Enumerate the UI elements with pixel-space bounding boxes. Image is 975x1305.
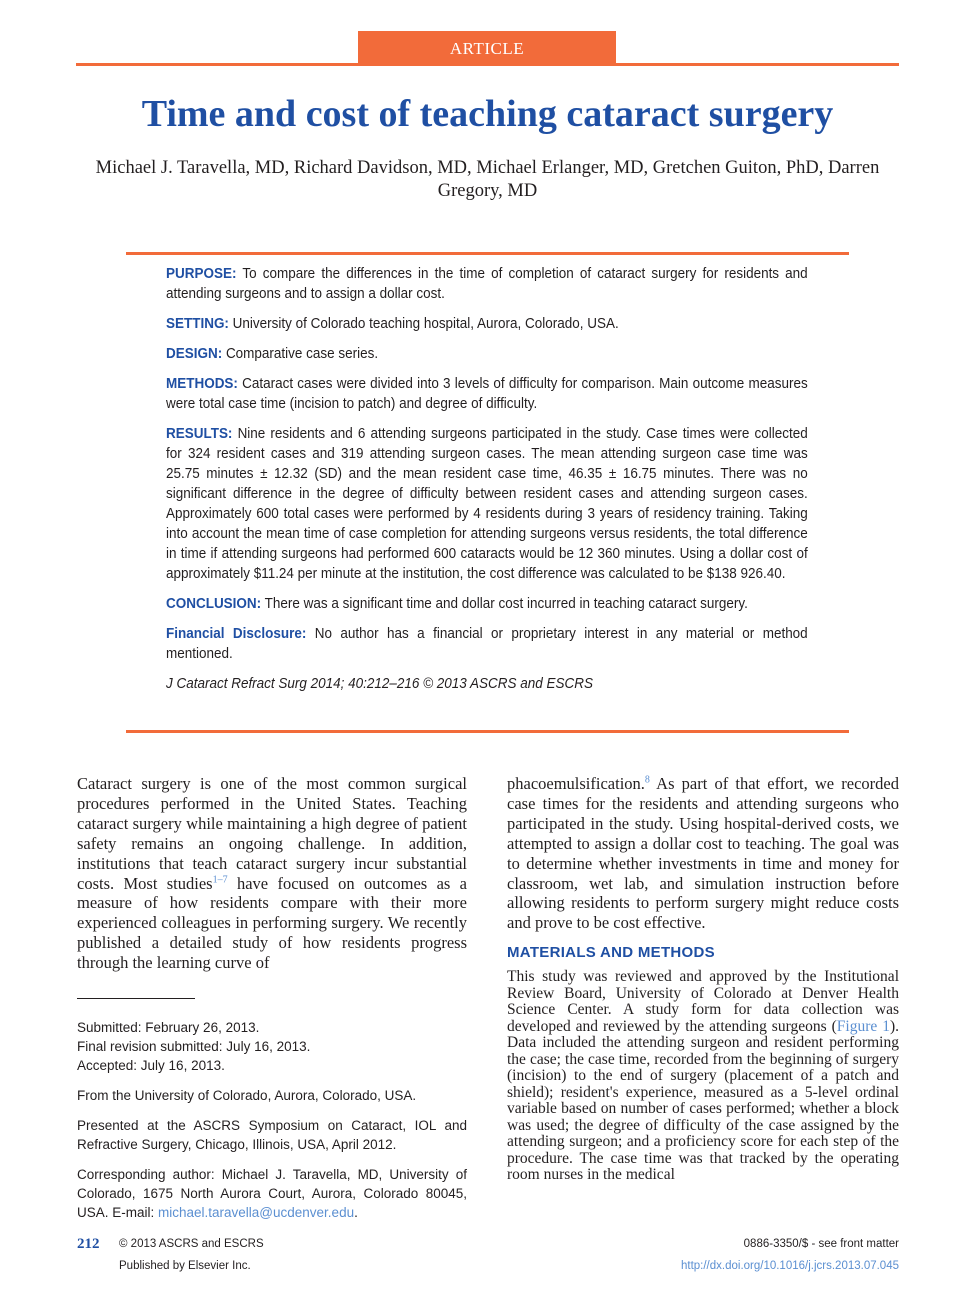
intro-paragraph: Cataract surgery is one of the most common surgical procedures performed in the United States. Teaching cataract surgery while maintaining a high degree of patient safety remains an ongoing challenge. In addition, institutions that teach cataract surgery incur substantial costs. Most studies$^{1-7}$ have focused on outcomes as a measure of how residents compare with their more experienced colleagues in performing surgery. We recently published a detailed study of how residents progress through the learning curve of xyxy=(77,774,468,973)
body-column-right xyxy=(507,774,899,1184)
abstract-top-rule xyxy=(126,252,849,255)
figure-link[interactable]: Figure 1 xyxy=(836,1017,890,1035)
page-number: 212 xyxy=(77,1236,100,1252)
author-list: Michael J. Taravella, MD, Richard Davidson, MD, Michael Erlanger, MD, Gretchen Guiton, PhD, Darren Gregory, MD xyxy=(95,158,880,201)
dates-group xyxy=(77,1018,467,1075)
abstract-citation: J Cataract Refract Surg 2014; 40:212–216 © 2013 ASCRS and ESCRS xyxy=(166,676,593,692)
presentation-note: Presented at the ASCRS Symposium on Cataract, IOL and Refractive Surgery, Chicago, Illinois, USA, April 2012. xyxy=(77,1118,467,1152)
header-rule xyxy=(76,63,899,66)
accepted-date: Accepted: July 16, 2013. xyxy=(77,1058,225,1073)
footnotes xyxy=(77,1018,467,1233)
abstract-setting: SETTING: University of Colorado teaching hospital, Aurora, Colorado, USA. xyxy=(166,316,619,332)
abstract-methods: METHODS: Cataract cases were divided into 3 levels of difficulty for comparison. Main outcome measures were total case time (incision to patch) and degree of difficulty. xyxy=(166,376,808,412)
abstract xyxy=(166,264,808,704)
abstract-design: DESIGN: Comparative case series. xyxy=(166,346,379,362)
article-title: Time and cost of teaching cataract surgery xyxy=(141,93,834,135)
email-link[interactable]: michael.taravella@ucdenver.edu xyxy=(158,1205,355,1220)
footer-issn: 0886-3350/$ - see front matter xyxy=(743,1238,899,1250)
submitted-date: Submitted: February 26, 2013. xyxy=(77,1020,260,1035)
intro-paragraph-continued: phacoemulsification.$^8$ As part of that effort, we recorded case times for the residents and attending surgeons who participated in the study. Using hospital-derived costs, we attempted to assign a dollar cost to teaching. The goal was to determine whether investments in time and money for classroom, wet lab, and simulation instruction before allowing residents to perform surgery might reduce costs and prove to be cost effective. xyxy=(507,774,899,933)
article-type-tab: ARTICLE xyxy=(358,31,616,65)
abstract-results: RESULTS: Nine residents and 6 attending surgeons participated in the study. Case times were collected for 324 resident cases and 319 attending surgeon cases. The mean attending surgeon case time was 25.75 minutes ± 12.32 (SD) and the mean resident case time, 46.35 ± 16.75 minutes. There was no significant difference in the degree of difficulty between resident cases and attending surgeon cases. Approximately 600 total cases were performed by 4 residents during 3 years of residency training. Taking into account the mean time of case completion for attending surgeons versus residents, the total difference in time if attending surgeons had performed 600 cataracts would be 12 360 minutes. Using a dollar cost of approximately $11.24 per minute at the institution, the cost difference was calculated to be $138 926.40. xyxy=(166,426,808,582)
abstract-conclusion: CONCLUSION: There was a significant time and dollar cost incurred in teaching cataract surgery. xyxy=(166,596,748,612)
body-column-left xyxy=(77,774,467,973)
methods-paragraph: This study was reviewed and approved by the Institutional Review Board, University of Colorado at Denver Health Science Center. A study form for data collection was developed and reviewed by the attending surgeons (Figure 1). Data included the attending surgeon and resident performing the case; the case time, recorded from the beginning of surgery (incision) to the end of surgery (placement of a patch and shield); resident's experience, measured as a 5-level ordinal variable based on number of cases performed; whether a block was used; the degree of difficulty of the case assigned by the attending surgeon; and a proficiency score for each step of the procedure. The case time was that tracked by the operating room nurses in the medical xyxy=(507,968,899,1184)
footnote-rule xyxy=(77,998,195,999)
abstract-disclosure: Financial Disclosure: No author has a financial or proprietary interest in any material or method mentioned. xyxy=(166,626,808,662)
doi-link[interactable]: http://dx.doi.org/10.1016/j.jcrs.2013.07.045 xyxy=(680,1260,899,1272)
corresponding-author: Corresponding author: Michael J. Taravella, MD, University of Colorado, 1675 North Aurora Court, Aurora, Colorado 80045, USA. E-mail: michael.taravella@ucdenver.edu. xyxy=(77,1167,467,1220)
footer-publisher: Published by Elsevier Inc. xyxy=(119,1260,251,1272)
reference-link[interactable]: 8 xyxy=(644,774,650,786)
abstract-bottom-rule xyxy=(126,730,849,733)
reference-link[interactable]: 1–7 xyxy=(212,874,228,886)
section-heading: MATERIALS AND METHODS xyxy=(507,944,715,962)
revision-date: Final revision submitted: July 16, 2013. xyxy=(77,1039,311,1054)
footer-copyright: © 2013 ASCRS and ESCRS xyxy=(119,1238,264,1250)
affiliation: From the University of Colorado, Aurora, Colorado, USA. xyxy=(77,1088,417,1103)
abstract-purpose: PURPOSE: To compare the differences in the time of completion of cataract surgery for residents and attending surgeons and to assign a dollar cost. xyxy=(166,266,808,302)
